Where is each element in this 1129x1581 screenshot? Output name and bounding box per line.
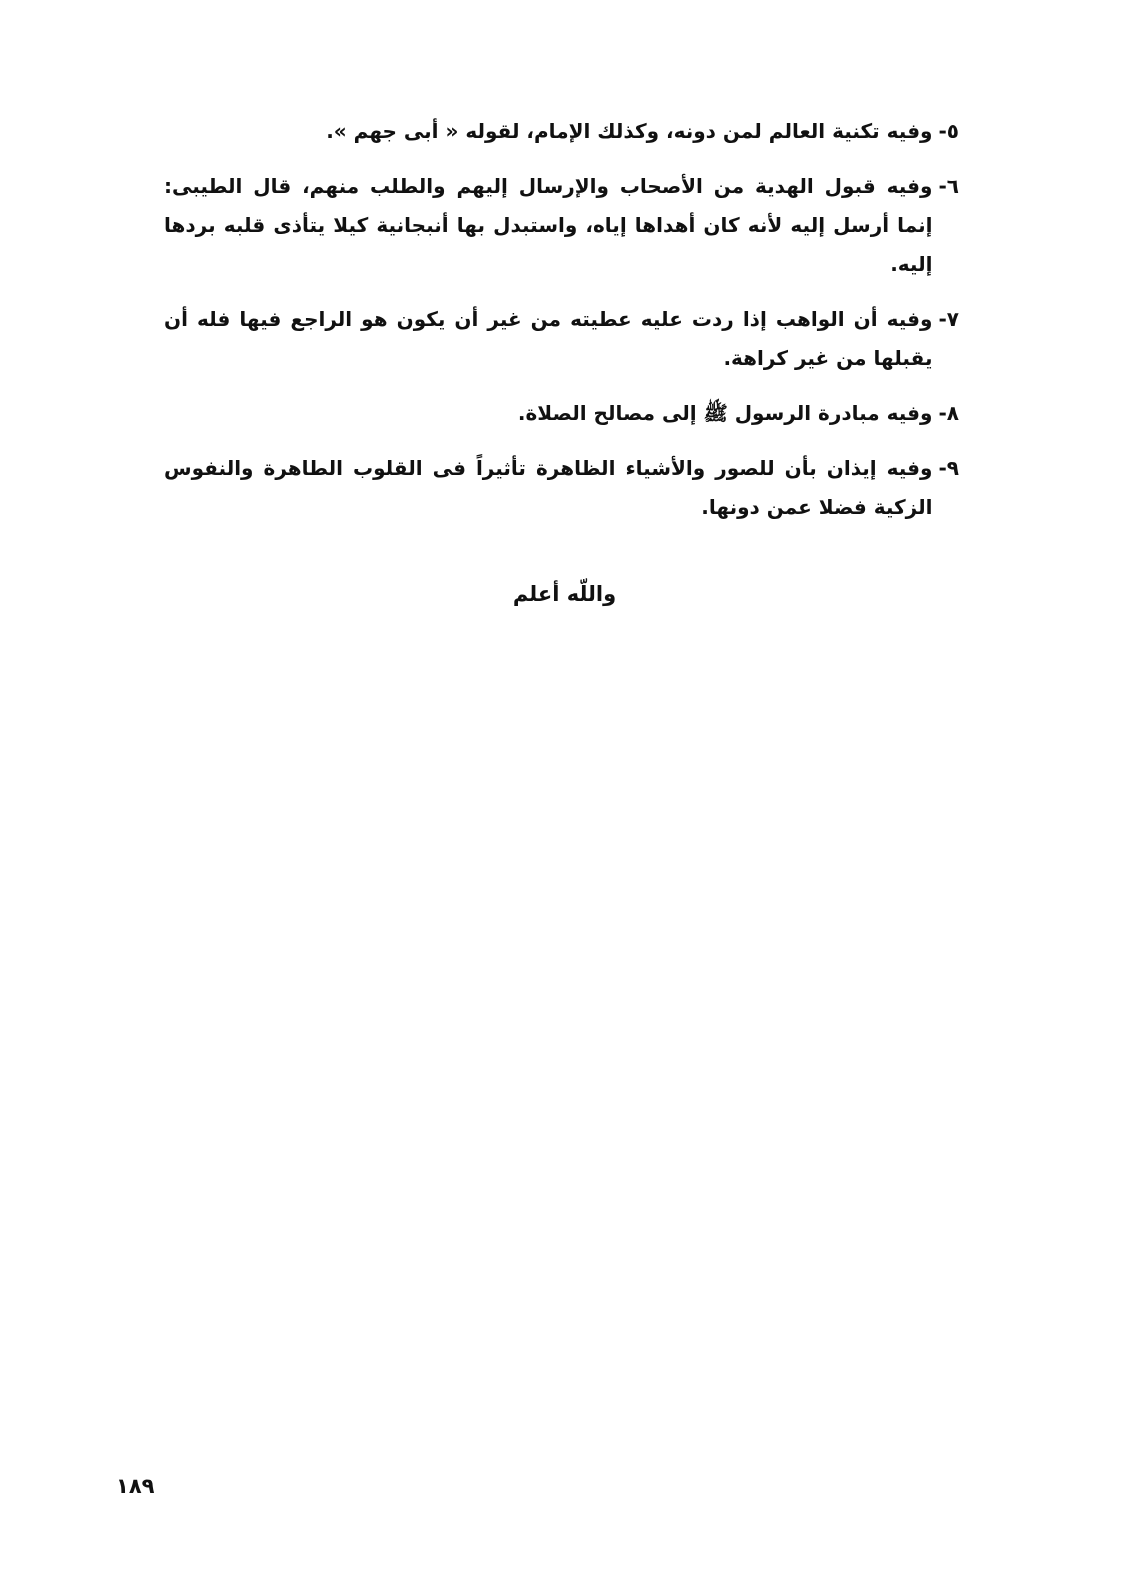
item-text: وفيه إيذان بأن للصور والأشياء الظاهرة تأثيراً فى القلوب الطاهرة والنفوس الزكية فضلا عمن دونها. <box>164 456 933 519</box>
item-number: ٦- <box>938 174 959 198</box>
item-text: وفيه مبادرة الرسول ﷺ إلى مصالح الصلاة. <box>517 401 933 425</box>
list-item <box>164 449 959 527</box>
list-item <box>164 300 959 378</box>
notes-list <box>164 112 959 543</box>
list-item <box>164 167 959 284</box>
item-number: ٨- <box>938 401 959 425</box>
list-item <box>164 394 959 433</box>
closing-phrase: واللّه أعلم <box>512 582 617 606</box>
item-number: ٥- <box>938 119 959 143</box>
item-text: وفيه أن الواهب إذا ردت عليه عطيته من غير أن يكون هو الراجع فيها فله أن يقبلها من غير كراهة. <box>164 307 933 370</box>
page-number: ١٨٩ <box>116 1474 155 1498</box>
item-text: وفيه تكنية العالم لمن دونه، وكذلك الإمام، لقوله « أبى جهم ». <box>326 119 933 143</box>
item-text: وفيه قبول الهدية من الأصحاب والإرسال إليهم والطلب منهم، قال الطيبى: إنما أرسل إليه لأنه كان أهداها إياه، واستبدل بها أنبجانية كيلا يتأذى قلبه بردها إليه. <box>164 174 933 276</box>
item-number: ٧- <box>938 307 959 331</box>
list-item <box>164 112 959 151</box>
item-number: ٩- <box>938 456 959 480</box>
